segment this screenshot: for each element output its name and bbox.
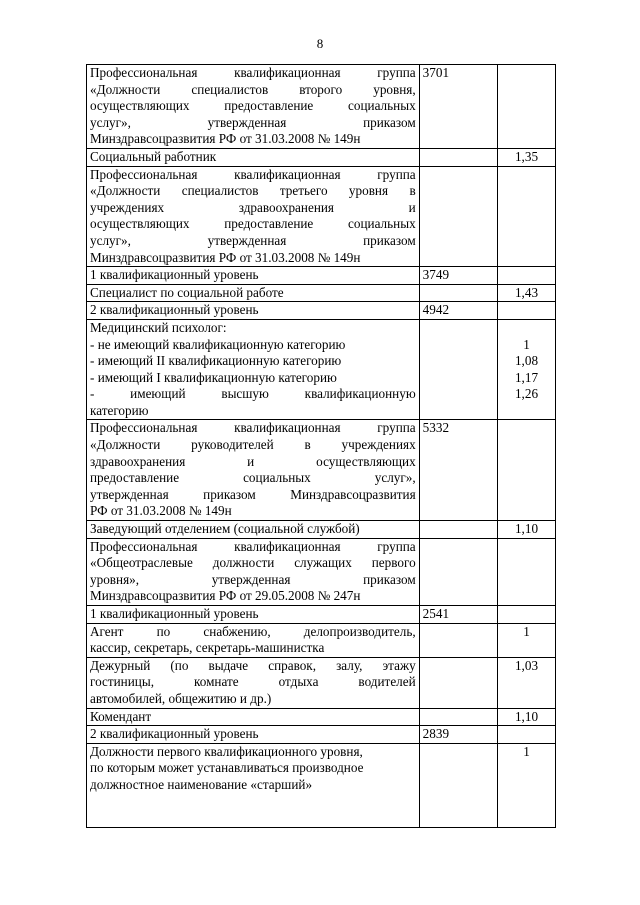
group-code-cell: 4942 <box>419 302 497 320</box>
table-row <box>87 743 556 827</box>
coefficient-cell <box>498 606 556 624</box>
table-body <box>87 65 556 828</box>
coefficient-value: 1,03 <box>514 657 539 673</box>
coefficient-cell <box>498 319 556 420</box>
table-row <box>87 65 556 149</box>
description-line: - имеющий II квалификационную категорию <box>90 353 342 369</box>
coefficient-value: 1,08 <box>514 353 539 369</box>
position-description-cell <box>87 302 420 320</box>
description-line: утвержденная приказом Минздравсоцразвития <box>90 486 416 502</box>
group-code-cell <box>419 148 497 166</box>
group-code-cell: 3701 <box>419 65 497 149</box>
coefficient-value: 1,26 <box>514 386 539 402</box>
description-line: автомобилей, общежитию и др.) <box>90 690 272 706</box>
table-row <box>87 726 556 744</box>
description-line: Минздравсоцразвития РФ от 31.03.2008 № 149н <box>90 131 361 147</box>
salary-coefficient-table <box>86 64 556 828</box>
description-line: 2 квалификационный уровень <box>90 302 259 318</box>
table-row <box>87 538 556 605</box>
group-code-cell: 2541 <box>419 606 497 624</box>
description-line: Социальный работник <box>90 148 217 164</box>
description-line: осуществляющих предоставление социальных <box>90 216 416 232</box>
coefficient-cell <box>498 148 556 166</box>
description-line: - имеющий высшую квалификационную <box>90 386 416 402</box>
coefficient-cell <box>498 284 556 302</box>
coefficient-cell <box>498 65 556 149</box>
position-description-cell <box>87 319 420 420</box>
table-row <box>87 657 556 708</box>
coefficient-value: 1 <box>523 743 530 759</box>
group-code-cell: 2839 <box>419 726 497 744</box>
page-number: 8 <box>316 36 324 51</box>
description-line: Минздравсоцразвития РФ от 31.03.2008 № 149н <box>90 249 361 265</box>
coefficient-cell <box>498 302 556 320</box>
coefficient-value: 1 <box>523 336 530 352</box>
coefficient-cell <box>498 538 556 605</box>
coefficient-cell <box>498 420 556 521</box>
description-line: Профессиональная квалификационная группа <box>90 538 416 554</box>
position-description-cell <box>87 606 420 624</box>
description-line: 1 квалификационный уровень <box>90 606 259 621</box>
description-line: Медицинский психолог: <box>90 319 227 335</box>
position-description-cell <box>87 420 420 521</box>
group-code-cell <box>419 166 497 267</box>
coefficient-value: 1,10 <box>514 708 539 724</box>
coefficient-value: 1,35 <box>514 148 539 164</box>
group-code-cell <box>419 708 497 726</box>
coefficient-cell <box>498 166 556 267</box>
position-description-cell <box>87 538 420 605</box>
description-line: категорию <box>90 402 149 418</box>
description-line: Профессиональная квалификационная группа <box>90 166 416 182</box>
description-line: Профессиональная квалификационная группа <box>90 420 416 436</box>
group-code-cell <box>419 319 497 420</box>
position-description-cell <box>87 166 420 267</box>
description-line: услуг», утвержденная приказом <box>90 114 416 130</box>
position-description-cell <box>87 148 420 166</box>
coefficient-value: 1,17 <box>514 369 539 385</box>
description-line: «Должности специалистов третьего уровня в <box>90 183 416 199</box>
coefficient-value <box>501 320 552 337</box>
description-line: «Общеотраслевые должности служащих первого <box>90 555 416 571</box>
coefficient-cell <box>498 708 556 726</box>
description-line: - имеющий I квалификационную категорию <box>90 369 337 385</box>
description-line: Должности первого квалификационного уровня, <box>90 743 363 759</box>
description-line: осуществляющих предоставление социальных <box>90 98 416 114</box>
description-line: здравоохранения и осуществляющих <box>90 453 416 469</box>
description-line: РФ от 31.03.2008 № 149н <box>90 503 232 519</box>
table-row <box>87 284 556 302</box>
table-row <box>87 420 556 521</box>
coefficient-cell <box>498 657 556 708</box>
table-row <box>87 166 556 267</box>
description-line: гостиницы, комнате отдыха водителей <box>90 674 416 690</box>
description-line: учреждениях здравоохранения и <box>90 199 416 215</box>
description-line: Профессиональная квалификационная группа <box>90 65 416 80</box>
description-line: «Должности руководителей в учреждениях <box>90 437 416 453</box>
table-row <box>87 267 556 285</box>
coefficient-cell <box>498 623 556 657</box>
position-description-cell <box>87 284 420 302</box>
table-row <box>87 521 556 539</box>
coefficient-value: 1,10 <box>514 521 539 537</box>
group-code-cell <box>419 538 497 605</box>
position-description-cell <box>87 708 420 726</box>
description-line: 2 квалификационный уровень <box>90 726 259 742</box>
table-row <box>87 319 556 420</box>
group-code-cell <box>419 521 497 539</box>
description-line: Минздравсоцразвития РФ от 29.05.2008 № 247н <box>90 588 361 604</box>
coefficient-value: 1,43 <box>514 284 539 300</box>
description-line: Дежурный (по выдаче справок, залу, этажу <box>90 657 416 673</box>
position-description-cell <box>87 267 420 285</box>
position-description-cell <box>87 623 420 657</box>
group-code-cell <box>419 743 497 827</box>
description-line: кассир, секретарь, секретарь-машинистка <box>90 640 325 656</box>
group-code-cell <box>419 657 497 708</box>
description-line: услуг», утвержденная приказом <box>90 232 416 248</box>
table-row <box>87 708 556 726</box>
description-line: Специалист по социальной работе <box>90 284 284 300</box>
table-row <box>87 606 556 624</box>
group-code-cell <box>419 623 497 657</box>
description-line: 1 квалификационный уровень <box>90 267 259 283</box>
coefficient-cell <box>498 267 556 285</box>
table-row <box>87 623 556 657</box>
position-description-cell <box>87 65 420 149</box>
position-description-cell <box>87 726 420 744</box>
description-line: - не имеющий квалификационную категорию <box>90 336 346 352</box>
group-code-cell <box>419 284 497 302</box>
description-line: Агент по снабжению, делопроизводитель, <box>90 623 416 639</box>
description-line: Заведующий отделением (социальной службой) <box>90 521 360 537</box>
position-description-cell <box>87 521 420 539</box>
table-row <box>87 302 556 320</box>
description-line: предоставление социальных услуг», <box>90 470 416 486</box>
position-description-cell <box>87 743 420 827</box>
group-code-cell: 5332 <box>419 420 497 521</box>
description-line: «Должности специалистов второго уровня, <box>90 81 416 97</box>
description-line: по которым может устанавливаться производное <box>90 760 364 776</box>
coefficient-cell <box>498 743 556 827</box>
coefficient-value: 1 <box>523 623 530 639</box>
position-description-cell <box>87 657 420 708</box>
description-line: Комендант <box>90 708 152 724</box>
description-line: уровня», утвержденная приказом <box>90 571 416 587</box>
coefficient-cell <box>498 726 556 744</box>
group-code-cell: 3749 <box>419 267 497 285</box>
description-line: должностное наименование «старший» <box>90 776 313 792</box>
coefficient-cell <box>498 521 556 539</box>
table-row <box>87 148 556 166</box>
